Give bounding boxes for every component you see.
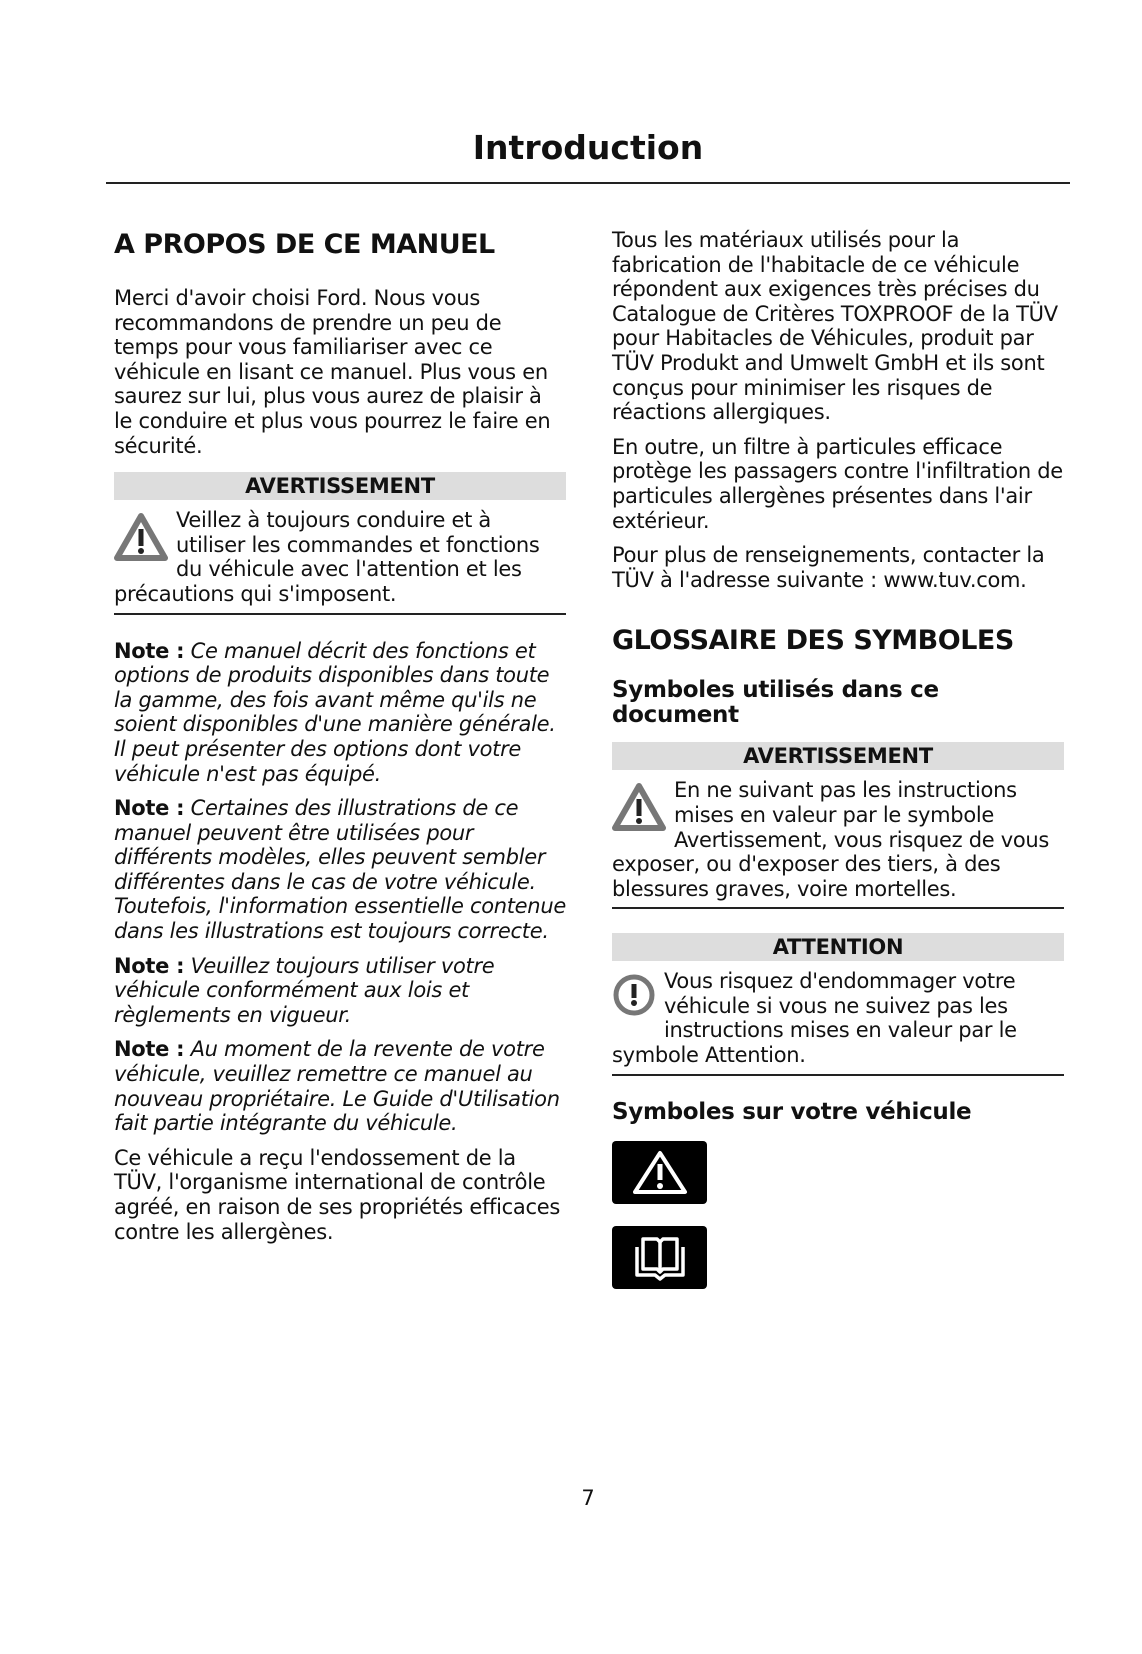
page-number: 7 xyxy=(581,1486,595,1510)
paragraph: Tous les matériaux utilisés pour la fabrication de l'habitacle de ce véhicule répondent aux exigences très précises du Catalogue de Critères TOXPROOF de la TÜV pour Habitacles de Véhicules, produit par TÜV Produkt and Umwelt GmbH et ils sont conçus pour minimiser les risques de réactions allergiques. xyxy=(612,228,1058,425)
warning-triangle-icon xyxy=(630,1148,690,1196)
warning-text: En ne suivant pas les instructions mises en valeur par le symbole Avertissement, vous risquez de vous exposer, ou d'exposer des tiers, à des blessures graves, voire mortelles. xyxy=(612,778,1050,901)
warning-label: AVERTISSEMENT xyxy=(114,472,566,500)
left-column xyxy=(114,226,566,1254)
warning-box xyxy=(612,742,1064,909)
note: Note : Veuillez toujours utiliser votre véhicule conformément aux lois et règlements en vigueur. xyxy=(114,953,495,1027)
subheading: Symboles sur votre véhicule xyxy=(612,1098,972,1125)
section-heading: A PROPOS DE CE MANUEL xyxy=(114,229,495,260)
paragraph: En outre, un filtre à particules efficace protège les passagers contre l'infiltration de particules allergènes présentes dans l'air extérieur. xyxy=(612,434,1063,533)
warning-box xyxy=(114,472,566,614)
tuv-paragraph: Ce véhicule a reçu l'endossement de la TÜV, l'organisme international de contrôle agréé, en raison de ses propriétés efficaces contre les allergènes. xyxy=(114,1145,560,1244)
warning-text: Veillez à toujours conduire et à utiliser les commandes et fonctions du véhicule avec l'attention et les précautions qui s'imposent. xyxy=(114,508,540,606)
header-rule xyxy=(106,182,1070,184)
note: Note : Certaines des illustrations de ce manuel peuvent être utilisées pour différents modèles, elles peuvent sembler différentes dans le cas de votre véhicule. Toutefois, l'information essentielle contenue dans les illustrations est toujours correcte. xyxy=(114,796,566,944)
warning-triangle-icon xyxy=(114,512,168,562)
vehicle-manual-symbol xyxy=(612,1226,707,1289)
warning-triangle-icon xyxy=(612,782,666,832)
attention-label: ATTENTION xyxy=(612,933,1064,961)
vehicle-warning-symbol xyxy=(612,1141,707,1204)
paragraph: Pour plus de renseignements, contacter la TÜV à l'adresse suivante : www.tuv.com. xyxy=(612,543,1045,592)
intro-paragraph: Merci d'avoir choisi Ford. Nous vous recommandons de prendre un peu de temps pour vous familiariser avec ce véhicule en lisant ce manuel. Plus vous en saurez sur lui, plus vous aurez de plaisir à le conduire et plus vous pourrez le faire en sécurité. xyxy=(114,286,551,458)
note: Note : Au moment de la revente de votre véhicule, veuillez remettre ce manuel au nouveau propriétaire. Le Guide d'Utilisation fait partie intégrante du véhicule. xyxy=(114,1037,560,1136)
note: Note : Ce manuel décrit des fonctions et options de produits disponibles dans toute la gamme, des fois avant même qu'ils ne soient disponibles d'une manière générale. Il peut présenter des options dont votre véhicule n'est pas équipé. xyxy=(114,638,556,786)
page-title: Introduction xyxy=(472,128,704,167)
subheading: Symboles utilisés dans ce document xyxy=(612,677,939,729)
right-column xyxy=(612,228,1064,1311)
attention-circle-icon xyxy=(612,973,656,1019)
manual-book-icon xyxy=(629,1233,691,1281)
attention-text: Vous risquez d'endommager votre véhicule si vous ne suivez pas les instructions mises en valeur par le symbole Attention. xyxy=(612,969,1017,1068)
warning-label: AVERTISSEMENT xyxy=(612,742,1064,770)
attention-box xyxy=(612,933,1064,1075)
section-heading: GLOSSAIRE DES SYMBOLES xyxy=(612,625,1014,657)
